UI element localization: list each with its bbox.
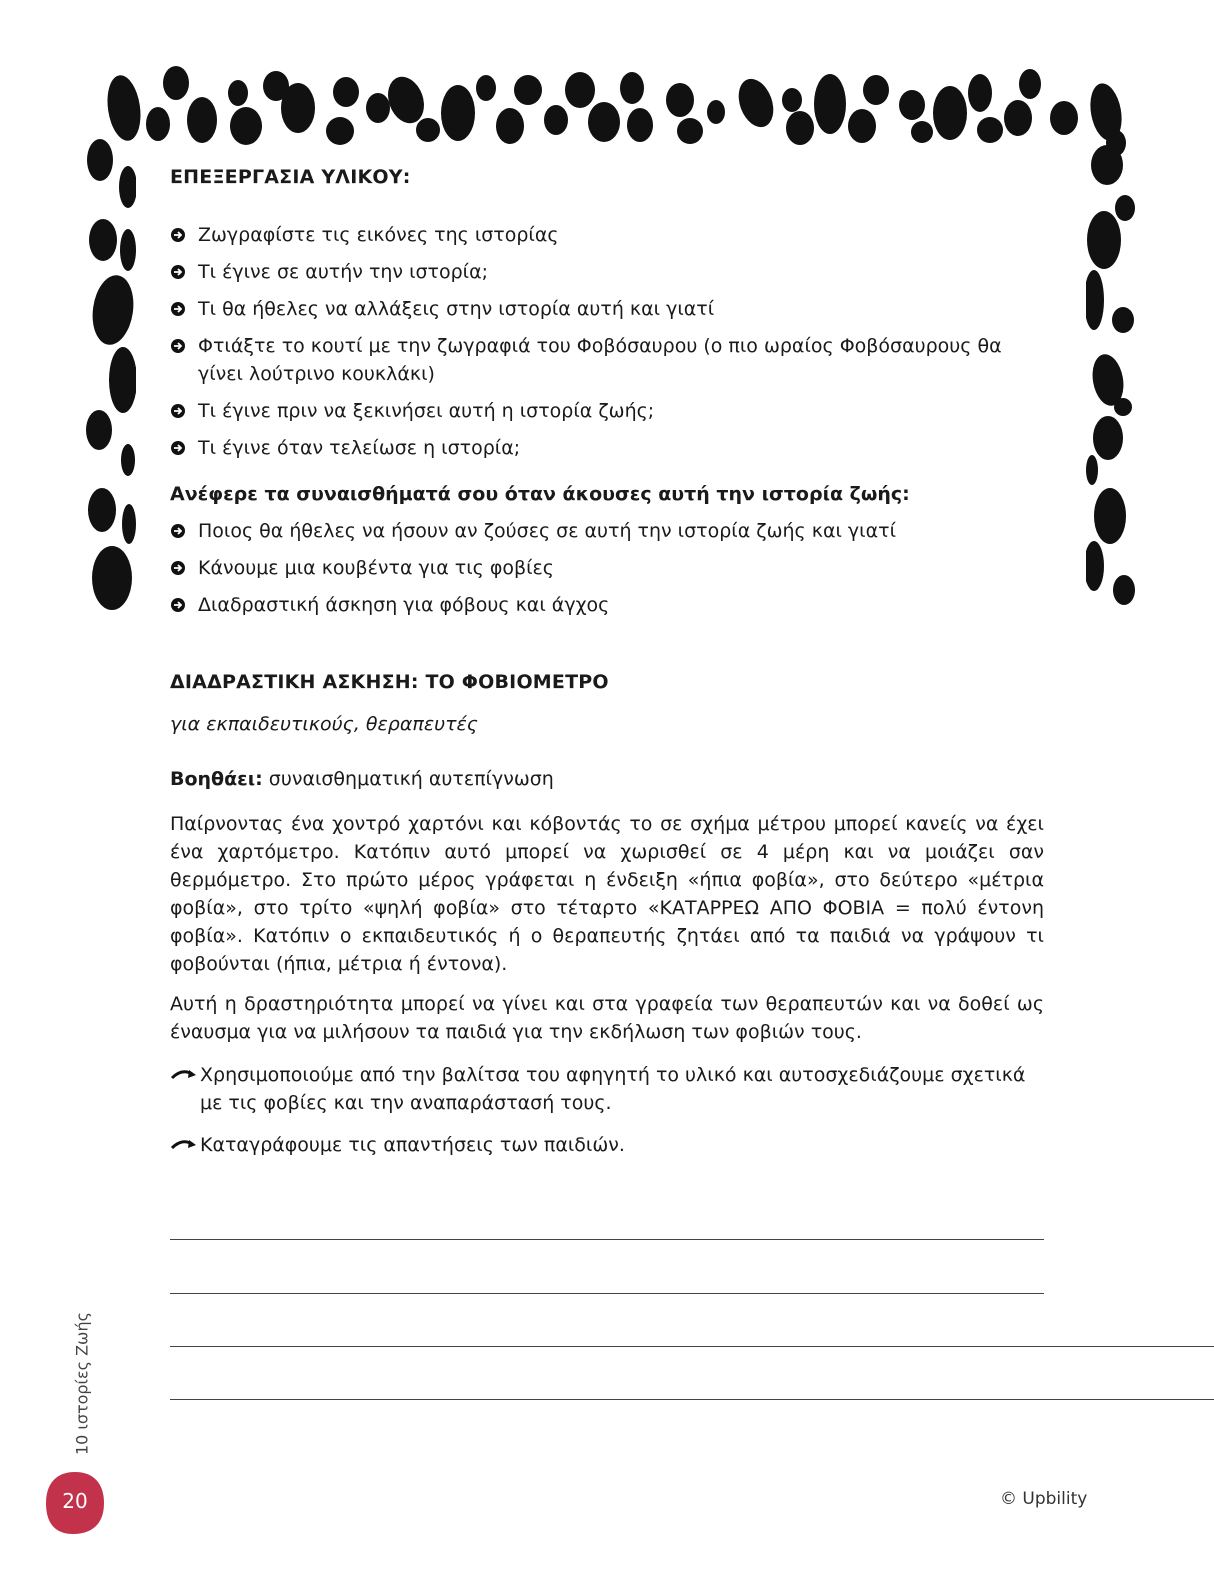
helps-label: Βοηθάει: [170, 768, 263, 790]
list-item-text: Τι θα ήθελες να αλλάξεις στην ιστορία αυτή και γιατί [198, 298, 715, 320]
list-item [170, 332, 1044, 388]
list-item [170, 1131, 1044, 1159]
list-item-text: Χρησιμοποιούμε από την βαλίτσα του αφηγητή το υλικό και αυτοσχεδιάζουμε σχετικά με τις φοβίες και την αναπαράστασή τους. [200, 1064, 1026, 1114]
arrow-circle-bullet-icon [170, 523, 186, 539]
activity-steps-list [170, 1061, 1044, 1159]
section-heading: ΕΠΕΞΕΡΓΑΣΙΑ ΥΛΙΚΟΥ: [170, 166, 411, 188]
list-item-text: Φτιάξτε το κουτί με την ζωγραφιά του Φοβόσαυρου (ο πιο ωραίος Φοβόσαυρους θα γίνει λούτρινο κουκλάκι) [198, 335, 1002, 385]
page-number: 20 [62, 1489, 88, 1513]
writing-line [170, 1239, 1044, 1240]
helps-value: συναισθηματική αυτεπίγνωση [262, 768, 554, 790]
processing-bullet-list [170, 221, 1044, 471]
list-item [170, 591, 1044, 619]
list-item-text: Διαδραστική άσκηση για φόβους και άγχος [198, 594, 610, 616]
emotions-heading: Ανέφερε τα συναισθήματά σου όταν άκουσες αυτή την ιστορία ζωής: [170, 483, 910, 505]
writing-line [170, 1346, 1214, 1347]
curved-arrow-icon [170, 1067, 198, 1081]
therapist-note-paragraph: Αυτή η δραστηριότητα μπορεί να γίνει και στα γραφεία των θεραπευτών και να δοθεί ως έναυσμα για να μιλήσουν τα παιδιά για την εκδήλωση των φοβιών τους. [170, 993, 1044, 1043]
discussion-bullet-list [170, 517, 1044, 628]
list-item [170, 554, 1044, 582]
list-item [170, 397, 1044, 425]
audience-subtitle: για εκπαιδευτικούς, θεραπευτές [170, 713, 478, 735]
list-item-text: Καταγράφουμε τις απαντήσεις των παιδιών. [200, 1134, 625, 1156]
arrow-circle-bullet-icon [170, 403, 186, 419]
list-item-text: Ποιος θα ήθελες να ήσουν αν ζούσες σε αυτή την ιστορία ζωής και γιατί [198, 520, 896, 542]
arrow-circle-bullet-icon [170, 440, 186, 456]
list-item-text: Κάνουμε μια κουβέντα για τις φοβίες [198, 557, 554, 579]
list-item [170, 434, 1044, 462]
arrow-circle-bullet-icon [170, 264, 186, 280]
list-item-text: Τι έγινε πριν να ξεκινήσει αυτή η ιστορία ζωής; [198, 400, 655, 422]
copyright-notice: © Upbility [1000, 1489, 1088, 1509]
helps-line [170, 768, 1044, 790]
writing-line [170, 1293, 1044, 1294]
arrow-circle-bullet-icon [170, 338, 186, 354]
fobiometer-description: Παίρνοντας ένα χοντρό χαρτόνι και κόβοντάς το σε σχήμα μέτρου μπορεί κανείς να έχει ένα χαρτόμετρο. Κατόπιν αυτό μπορεί να χωρισθεί σε 4 μέρη και να μοιάζει σαν θερμόμετρο. Στο πρώτο μέρος γράφεται η ένδειξη «ήπια φοβία», στο δεύτερο «μέτρια φοβία», στο τρίτο «ψηλή φοβία» στο τέταρτο «ΚΑΤΑΡΡΕΩ ΑΠΟ ΦΟΒΙΑ = πολύ έντονη φοβία». Κατόπιν ο εκπαιδευτικός ή ο θεραπευτής ζητάει από τα παιδιά να γράψουν τι φοβούνται (ήπια, μέτρια ή έντονα). [170, 813, 1044, 975]
material-processing-section [170, 166, 1044, 188]
book-title-side-label: 10 ιστορίες Ζωής [72, 1312, 92, 1456]
list-item [170, 295, 1044, 323]
fobiometer-heading: ΔΙΑΔΡΑΣΤΙΚΗ ΑΣΚΗΣΗ: ΤΟ ΦΟΒΙΟΜΕΤΡΟ [170, 671, 609, 693]
arrow-circle-bullet-icon [170, 560, 186, 576]
arrow-circle-bullet-icon [170, 301, 186, 317]
list-item [170, 258, 1044, 286]
list-item-text: Τι έγινε σε αυτήν την ιστορία; [198, 261, 489, 283]
list-item [170, 221, 1044, 249]
list-item [170, 1061, 1044, 1117]
arrow-circle-bullet-icon [170, 227, 186, 243]
arrow-circle-bullet-icon [170, 597, 186, 613]
list-item-text: Τι έγινε όταν τελείωσε η ιστορία; [198, 437, 521, 459]
list-item-text: Ζωγραφίστε τις εικόνες της ιστορίας [198, 224, 559, 246]
curved-arrow-icon [170, 1137, 198, 1151]
list-item [170, 517, 1044, 545]
writing-line [170, 1399, 1214, 1400]
